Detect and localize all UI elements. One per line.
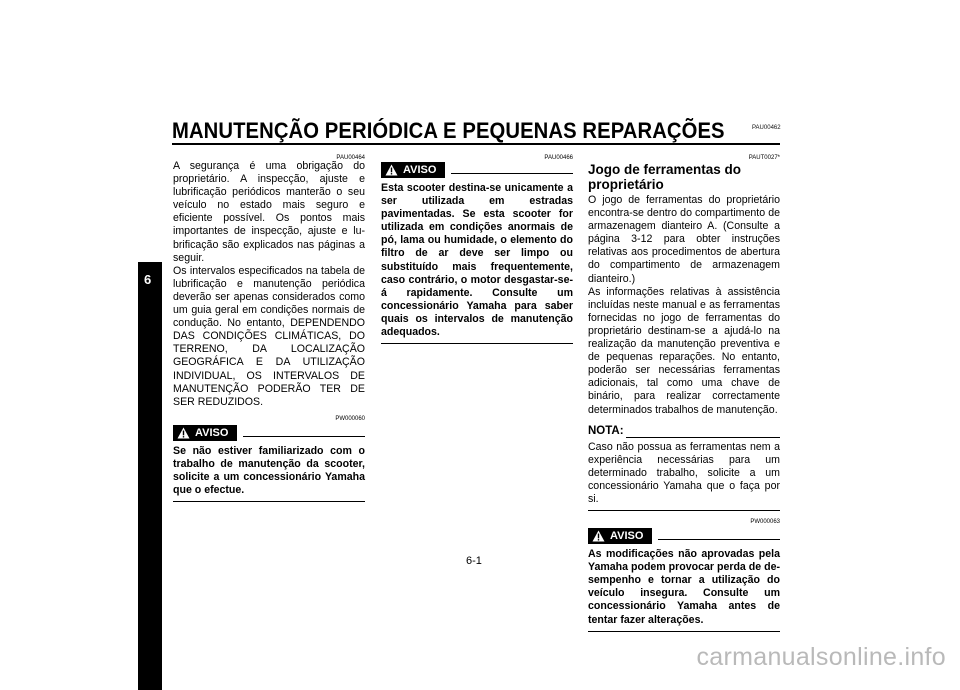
col1-paragraph-1: A segurança é uma obrigação do proprietário. A inspecção, ajuste e lubrificação periódicos manterão o seu veículo no estado mais seguro e eficiente possível. Os pontos mais importantes de inspecção, ajuste e lubrificação são explicados nas páginas a seguir.	[173, 160, 365, 264]
warning-triangle-icon	[385, 164, 398, 176]
nota-header	[588, 425, 780, 441]
watermark: carmanualsonline.info	[696, 643, 946, 671]
warning-badge	[173, 425, 237, 441]
title-code: PAU00462	[752, 125, 781, 131]
warning-rule	[658, 539, 780, 540]
col3-code: PAUT0027*	[748, 155, 780, 161]
chapter-number: 6	[144, 272, 152, 287]
col3-paragraph-1: O jogo de ferramentas do proprietário encontra-se dentro do compartimento de armazenagem dianteiro A. (Consulte a página 3-12 para obter instruções relativas aos procedimentos de abertura do compartimento de armazenagem dianteiro.)	[588, 194, 780, 285]
warning-badge	[588, 528, 652, 544]
warning-end-rule	[588, 631, 780, 632]
col1-code: PAU00464	[336, 155, 365, 161]
page-title: MANUTENÇÃO PERIÓDICA E PEQUENAS REPARAÇÕES	[172, 118, 725, 143]
warning-triangle-icon	[592, 530, 605, 542]
col2-warning-text: Esta scooter destina-se unicamente a ser utilizada em estradas pavimentadas. Se esta scooter for utilizada em condições anormais de pó, lama ou humidade, o elemento do filtro de ar deve ser limpo ou substituído mais frequentemente, caso contrário, o motor desgastar-se-á rapidamente. Consulte um concessionário Yamaha para saber quais os intervalos de manutenção adequados.	[381, 182, 573, 339]
nota-rule	[626, 437, 780, 438]
col1-warning-text: Se não estiver familiarizado com o trabalho de manutenção da scooter, solicite a um concessionário Yamaha que o efectue.	[173, 444, 365, 497]
page-number: 6-1	[466, 555, 482, 567]
col1-warning-header	[173, 423, 365, 445]
warning-label: AVISO	[403, 164, 437, 176]
col1-paragraph-2: Os intervalos especificados na tabela de lubrificação e manutenção periódica deverão ser apenas considerados como um guia geral em condições normais de condução. No entanto, DEPENDENDO DAS CONDIÇÕES CLIMÁTICAS, DO TERRENO, DA LOCALIZAÇÃO GEOGRÁFICA E DA UTILIZAÇÃO INDIVIDUAL, OS INTERVALOS DE MANUTENÇÃO PODERÃO TER DE SER REDUZIDOS.	[173, 264, 365, 408]
warning-end-rule	[173, 501, 365, 502]
column-2	[381, 152, 573, 344]
col3-warning-header	[588, 526, 780, 548]
col2-warning-header	[381, 160, 573, 182]
col3-warning-text: As modificações não aprovadas pela Yamaha podem provocar perda de desempenho e tornar a utilização do veículo insegura. Consulte um concessionário Yamaha antes de tentar fazer alterações.	[588, 548, 780, 626]
title-rule	[172, 143, 780, 145]
column-3	[588, 152, 780, 632]
nota-end-rule	[588, 510, 780, 511]
col2-code: PAU00466	[544, 155, 573, 161]
column-1	[173, 152, 365, 502]
warning-rule	[243, 436, 365, 437]
section-heading: Jogo de ferramentas do proprietário	[588, 162, 742, 192]
nota-label: NOTA:	[588, 424, 624, 437]
warning-badge	[381, 162, 445, 178]
warning-triangle-icon	[177, 427, 190, 439]
chapter-tab	[138, 262, 162, 690]
col1-warning-code: PW000060	[335, 415, 365, 422]
warning-end-rule	[381, 343, 573, 344]
warning-label: AVISO	[195, 426, 229, 439]
warning-rule	[451, 173, 573, 174]
col3-warning-code: PW000063	[750, 519, 780, 526]
nota-text: Caso não possua as ferramentas nem a experiência necessárias para um determinado trabalho, solicite a um concessionário Yamaha que o faça por si.	[588, 440, 780, 505]
warning-label: AVISO	[610, 530, 644, 543]
col3-paragraph-2: As informações relativas à assistência incluídas neste manual e as ferramentas fornecidas no jogo de ferramentas do proprietário destinam-se a ajudá-lo na realização da manutenção preventiva e de pequenas reparações. No entanto, poderão ser necessárias ferramentas adicionais, tal como uma chave de binário, para realizar correctamente determinados trabalhos de manutenção.	[588, 285, 780, 416]
